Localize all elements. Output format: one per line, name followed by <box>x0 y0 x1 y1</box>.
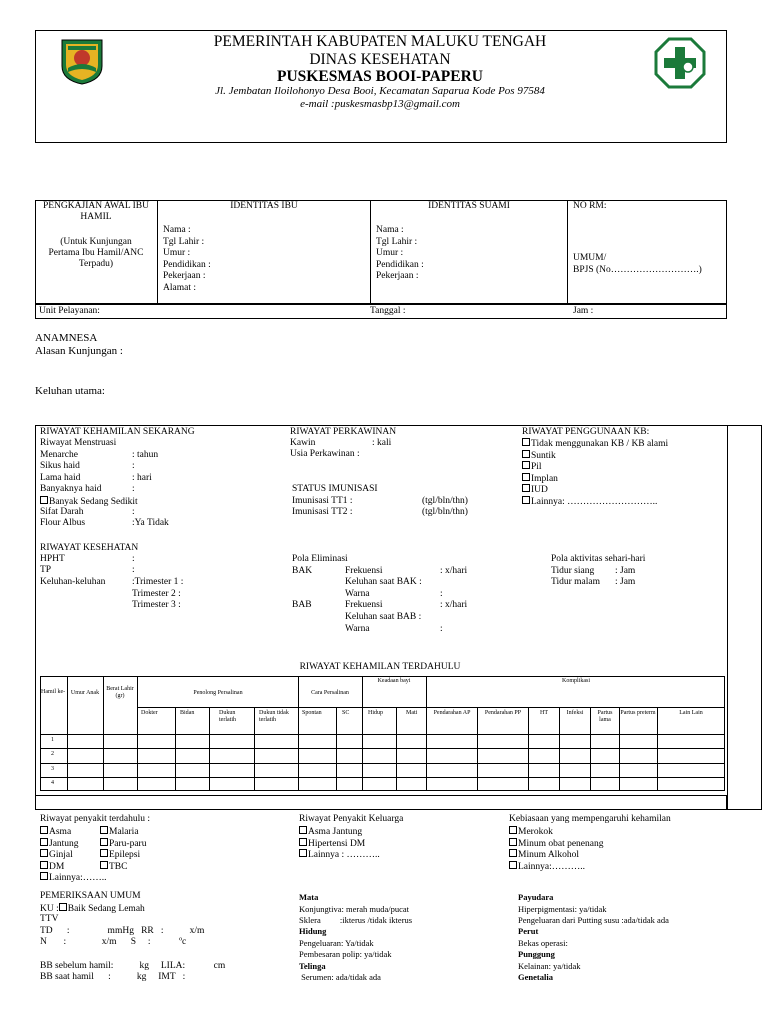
kehamilan-sekarang-title: RIWAYAT KEHAMILAN SEKARANG <box>40 427 195 437</box>
keluhan-utama: Keluhan utama: <box>35 385 105 397</box>
bab-warna-val: : <box>440 624 443 634</box>
perut-title: Perut <box>518 926 539 936</box>
h-cara: Cara Persalinan <box>311 690 349 696</box>
imunisasi-title: STATUS IMUNISASI <box>292 484 378 494</box>
hpht-value: : <box>132 554 135 564</box>
penyakit-keluarga-list[interactable]: Asma Jantung Hipertensi DM Lainnya : ……….. <box>299 826 380 861</box>
gov-title: PEMERINTAH KABUPATEN MALUKU TENGAH <box>213 33 547 50</box>
tt2-value: (tgl/bln/thn) <box>422 507 468 517</box>
ttv-label: TTV <box>40 914 59 924</box>
sub-mati: Mati <box>406 710 418 716</box>
h-umur: Umur Anak <box>70 690 100 696</box>
sub-lain: Lain Lain <box>679 710 703 716</box>
bb-sebelum-row: BB sebelum hamil: kg LILA: cm <box>40 961 226 971</box>
bab-warna: Warna <box>345 624 370 634</box>
sub-sc: SC <box>342 710 350 716</box>
kawin-value: : kali <box>372 438 392 448</box>
punggung-1: Kelainan: ya/tidak <box>518 961 581 971</box>
row-num-4: 4 <box>51 780 54 786</box>
row-num-2: 2 <box>51 751 54 757</box>
unit-pelayanan: Unit Pelayanan: <box>39 306 100 316</box>
row-num-1: 1 <box>51 737 54 743</box>
hidung-2: Pembesaran polip: ya/tidak <box>299 949 392 959</box>
tidur-siang-val: : Jam <box>615 566 636 576</box>
kb-options[interactable]: Tidak menggunakan KB / KB alami Suntik Pil Implan IUD Lainnya: ……………………….. <box>522 438 668 507</box>
identitas-suami-title: IDENTITAS SUAMI <box>428 201 510 211</box>
eliminasi-title: Pola Eliminasi <box>292 554 348 564</box>
usia-perkawinan: Usia Perkawinan : <box>290 449 360 459</box>
menstruasi-values: : tahun : : hari : <box>132 449 159 494</box>
hidung-1: Pengeluaran: Ya/tidak <box>299 938 374 948</box>
sub-dukun-tidak: Dukun tidak terlatih <box>259 710 289 723</box>
sub-spontan: Spontan <box>302 710 322 716</box>
sub-pendarahan-pp: Pendarahan PP <box>484 710 522 716</box>
td-rr-row: TD : mmHg RR : x/m <box>40 926 205 936</box>
mata-1: Konjungtiva: merah muda/pucat <box>299 904 409 914</box>
bab-label: BAB <box>292 600 312 610</box>
bab-frek-val: : x/hari <box>440 600 468 610</box>
h-hamil: Hamil ke- <box>41 689 66 695</box>
tp-label: TP <box>40 565 52 575</box>
payudara-2: Pengeluaran dari Putting susu :ada/tidak ada <box>518 915 669 925</box>
bb-saat-row: BB saat hamil : kg IMT : <box>40 972 186 982</box>
trimester-list: :Trimester 1 : Trimester 2 : Trimester 3 : <box>132 577 184 610</box>
penyakit-terdahulu-c1[interactable]: Asma Jantung Ginjal DM Lainnya:…….. <box>40 826 107 884</box>
bak-frek: Frekuensi <box>345 566 383 576</box>
suami-fields: Nama : Tgl Lahir : Umur : Pendidikan : Pekerjaan : <box>376 225 424 281</box>
sub-hidup: Hidup <box>368 710 383 716</box>
sub-infeksi: Infeksi <box>566 710 584 716</box>
dept-title: DINAS KESEHATAN <box>309 51 451 68</box>
tt1-value: (tgl/bln/thn) <box>422 496 468 506</box>
pengkajian-note: (Untuk Kunjungan Pertama Ibu Hamil/ANC Terpadu) <box>48 237 144 269</box>
tp-value: : <box>132 565 135 575</box>
tt2-label: Imunisasi TT2 : <box>292 507 353 517</box>
jam: Jam : <box>573 306 594 316</box>
bab-keluhan: Keluhan saat BAB : <box>345 612 422 622</box>
umum-label: UMUM/ <box>573 253 607 263</box>
tidur-malam-val: : Jam <box>615 577 636 587</box>
menstruasi-labels: Riwayat Menstruasi Menarche Sikus haid Lama haid Banyaknya haid <box>40 438 117 494</box>
mata-2: Sklera :ikterus /tidak ikterus <box>299 915 413 925</box>
perkawinan-title: RIWAYAT PERKAWINAN <box>290 427 397 437</box>
flour-albus-options[interactable]: :Ya Tidak <box>132 518 169 528</box>
kb-title: RIWAYAT PENGGUNAAN KB: <box>522 427 650 437</box>
telinga-title: Telinga <box>299 961 326 971</box>
n-s-row: N : x/m S : ºc <box>40 937 187 947</box>
penyakit-keluarga-title: Riwayat Penyakit Keluarga <box>299 814 404 824</box>
bak-frek-val: : x/hari <box>440 566 468 576</box>
ku-row[interactable]: KU : Baik Sedang Lemah <box>40 904 145 914</box>
hidung-title: Hidung <box>299 926 327 936</box>
sub-partus-preterm: Partus preterm <box>620 710 656 716</box>
sub-pendarahan-ap: Pendarahan AP <box>433 710 471 716</box>
anamnesa-title: ANAMNESA <box>35 332 98 344</box>
sub-ht: HT <box>540 710 548 716</box>
sub-partus-lama: Partus lama <box>597 710 613 723</box>
sub-dukun-terlatih: Dukun terlatih <box>219 710 236 723</box>
hpht-label: HPHT <box>40 554 65 564</box>
keluhan-label: Keluhan-keluhan <box>40 577 106 587</box>
terdahulu-title: RIWAYAT KEHAMILAN TERDAHULU <box>299 662 461 672</box>
tidur-siang: Tidur siang <box>551 566 595 576</box>
telinga-1: Serumen: ada/tidak ada <box>299 972 381 982</box>
sub-bidan: Bidan <box>180 710 195 716</box>
penyakit-terdahulu-title: Riwayat penyakit terdahulu : <box>40 814 151 824</box>
aktivitas-title: Pola aktivitas sehari-hari <box>551 554 646 564</box>
no-rm: NO RM: <box>573 201 607 211</box>
h-keadaan: Keadaan bayi <box>377 678 411 684</box>
alasan-kunjungan: Alasan Kunjungan : <box>35 345 123 357</box>
payudara-title: Payudara <box>518 892 554 902</box>
kebiasaan-list[interactable]: Merokok Minum obat penenang Minum Alkohol Lainnya:……….. <box>509 826 603 872</box>
kesehatan-title: RIWAYAT KESEHATAN <box>40 543 139 553</box>
payudara-1: Hiperpigmentasi: ya/tidak <box>518 904 607 914</box>
bab-frek: Frekuensi <box>345 600 383 610</box>
penyakit-terdahulu-c2[interactable]: Malaria Paru-paru Epilepsi TBC <box>100 826 146 872</box>
flour-albus: Flour Albus <box>40 518 86 528</box>
h-berat: Berat Lahir (gr) <box>106 686 134 699</box>
banyak-haid-options[interactable]: Banyak Sedang Sedikit <box>40 496 138 508</box>
perut-1: Bekas operasi: <box>518 938 568 948</box>
kabupaten-emblem-icon <box>58 36 106 86</box>
separator-row <box>35 795 727 810</box>
h-penolong: Penolong Persalinan <box>193 690 243 696</box>
bak-label: BAK <box>292 566 313 576</box>
bak-warna-val: : <box>440 589 443 599</box>
ibu-fields: Nama : Tgl Lahir : Umur : Pendidikan : Pekerjaan : Alamat : <box>163 225 211 293</box>
pengkajian-title: PENGKAJIAN AWAL IBU HAMIL <box>42 201 150 222</box>
bak-keluhan: Keluhan saat BAK : <box>345 577 422 587</box>
sifat-darah-value: : <box>132 507 135 517</box>
tanggal: Tanggal : <box>370 306 406 316</box>
pemeriksaan-title: PEMERIKSAAN UMUM <box>40 891 141 901</box>
row-num-3: 3 <box>51 766 54 772</box>
tt1-label: Imunisasi TT1 : <box>292 496 353 506</box>
sifat-darah: Sifat Darah <box>40 507 84 517</box>
identitas-ibu-title: IDENTITAS IBU <box>230 201 298 211</box>
kebiasaan-title: Kebiasaan yang mempengaruhi kehamilan <box>509 814 671 824</box>
h-komplikasi: Komplikasi <box>562 678 590 684</box>
genetalia-title: Genetalia <box>518 972 553 982</box>
bak-warna: Warna <box>345 589 370 599</box>
punggung-title: Punggung <box>518 949 555 959</box>
puskesmas-logo-icon <box>654 37 706 89</box>
sub-dokter: Dokter <box>141 710 158 716</box>
puskesmas-title: PUSKESMAS BOOI-PAPERU <box>277 68 483 85</box>
tidur-malam: Tidur malam <box>551 577 600 587</box>
address: Jl. Jembatan Iloilohonyo Desa Booi, Kecamatan Saparua Kode Pos 97584 <box>215 85 545 97</box>
mata-title: Mata <box>299 892 319 902</box>
kawin-label: Kawin <box>290 438 316 448</box>
email: e-mail :puskesmasbp13@gmail.com <box>300 98 460 110</box>
bpjs-label: BPJS (No……………………….) <box>573 265 702 275</box>
